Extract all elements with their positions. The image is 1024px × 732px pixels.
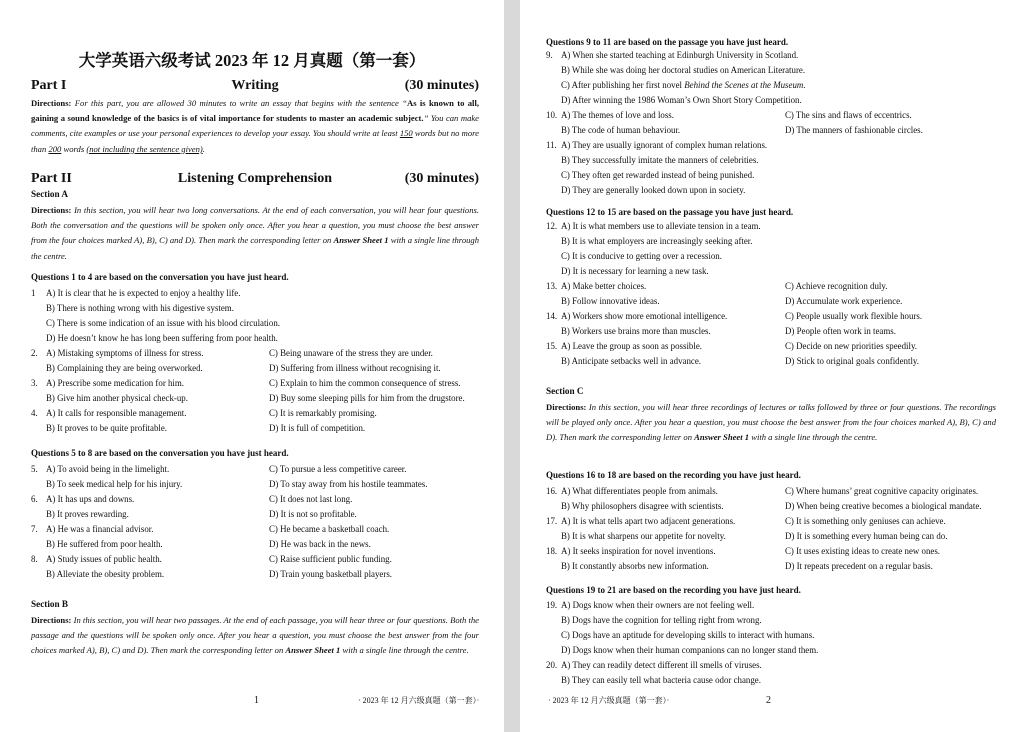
option-4c: C) It is remarkably promising. [269, 408, 377, 418]
option-4a: A) It calls for responsible management. [46, 408, 187, 418]
option-11c: C) They often get rewarded instead of being punished. [561, 170, 755, 180]
option-12c: C) It is conducive to getting over a recession. [561, 251, 722, 261]
question-14-row1: 14. A) Workers show more emotional intelligence. C) People usually work flexible hours. [546, 311, 923, 321]
option-12d: D) It is necessary for learning a new task. [561, 266, 709, 276]
section-c-heading: Section C [546, 386, 584, 396]
option-2c: C) Being unaware of the stress they are under. [269, 348, 433, 358]
option-2d: D) Suffering from illness without recognising it. [269, 363, 441, 373]
question-6-row2: B) It proves rewarding. D) It is not so profitable. [46, 509, 357, 519]
question-3-row2 [31, 391, 491, 406]
part2-label: Part II [31, 171, 72, 186]
page-footer: · 2023 年 12 月六级真题（第一套）· [548, 696, 670, 705]
exam-page-1: 大学英语六级考试 2023 年 12 月真题（第一套） Part I Writing (30 minutes) Directions: For this part, you are allowed 30 minutes to write an essay that begins with the sentence “As is known to all, gaining a sound knowledge of the basics is of vital importance for students to master an academic subject.” You can make comments, cite examples or use your personal experiences to develop your essay. You should write at least 150 words but no more than 200 words (not including the sentence given). Part II Listening Comprehension (30 minutes) Section A Directions: In this section, you will hear two long conversations. At the end of each conversation, you will hear four questions. Both the conversation and the questions will be spoken only once. After you hear a question, you must choose the best answer from the four choices marked A), B), C) and D). Then mark the corresponding letter on Answer Sheet 1 with a single line through the centre. Questions 1 to 4 are based on the conversation you have just heard. 1 A) It is clear that he is expected to enjoy a healthy life. B) There is nothing wrong with his digestive system. C) There is some indication of an issue with his blood circulation. D) He doesn’t know he has long been suffering from poor health. 2. A) Mistaking symptoms of illness for stress. C) Being unaware of the stress they are under. B) Complaining they are being overworked. D) Suffering from illness without recognising it. 3. A) Prescribe some medication for him. C) Explain to him the common consequence of stress. B) Give him another physical check-up. D) Buy some sleeping pills for him from the drugstore. 4. A) It calls for responsible management. C) It is remarkably promising. B) It proves to be quite profitable. D) It is full of competition. Questions 5 to 8 are based on the conversation you have just heard. 5. A) To avoid being in the limelight. C) To pursue a less competitive career. B) To seek medical help for his injury. D) To stay away from his hostile teammates. 6. A) It has ups and downs. C) It does not last long. B) It proves rewarding. D) It is not so profitable. 7. A) He was a financial advisor. C) He became a basketball coach. B) He suffered from poor health. D) He was back in the news. 8. A) Study issues of public health. C) Raise sufficient public funding. B) Alleviate the obesity problem. D) Train young basketball players. Section B Directions: In this section, you will hear two passages. At the end of each passage, you will hear three or four questions. Both the passage and the questions will be spoken only once. After you hear a question, you must choose the best answer from the four choices marked A), B), C) and D). Then mark the corresponding letter on Answer Sheet 1 with a single line through the centre. 1 · 2023 年 12 月六级真题（第一套）· [0, 0, 504, 732]
page-number: 1 [254, 695, 259, 706]
question-18-row2: B) It constantly absorbs new information. D) It repeats precedent on a regular basis. [561, 561, 933, 571]
option-1b: B) There is nothing wrong with his digestive system. [46, 303, 234, 313]
exam-page-2: Questions 9 to 11 are based on the passage you have just heard. 9. A) When she started teaching at Edinburgh University in Scotland. B) While she was doing her doctoral studies on American Literature. C) After publishing her first novel Behind the Scenes at the Museum. D) After winning the 1986 Woman’s Own Short Story Competition. 10. A) The themes of love and loss. C) The sins and flaws of eccentrics. B) The code of human behaviour. D) The manners of fashionable circles. 11. A) They are usually ignorant of complex human relations. B) They successfully imitate the manners of celebrities. C) They often get rewarded instead of being punished. D) They are generally looked down upon in society. Questions 12 to 15 are based on the passage you have just heard. 12. A) It is what members use to alleviate tension in a team. B) It is what employers are increasingly seeking after. C) It is conducive to getting over a recession. D) It is necessary for learning a new task. 13. A) Make better choices. C) Achieve recognition duly. B) Follow innovative ideas. D) Accumulate work experience. 14. A) Workers show more emotional intelligence. C) People usually work flexible hours. B) Workers use brains more than muscles. D) People often work in teams. 15. A) Leave the group as soon as possible. C) Decide on new priorities speedily. B) Anticipate setbacks well in advance. D) Stick to original goals confidently. Section C Directions: In this section, you will hear three recordings of lectures or talks followed by three or four questions. The recordings will be played only once. After you hear a question, you must choose the best answer from the four choices marked A), B), C) and D). Then mark the corresponding letter on Answer Sheet 1 with a single line through the centre. Questions 16 to 18 are based on the recording you have just heard. 16. A) What differentiates people from animals. C) Where humans’ great cognitive capacity originates. B) Why philosophers disagree with scientists. D) When being creative becomes a biological mandate. 17. A) It is what tells apart two adjacent generations. C) It is something only geniuses can achieve. B) It is what sharpens our appetite for novelty. D) It is something every human being can do. 18. A) It seeks inspiration for novel inventions. C) It uses existing ideas to create new ones. B) It constantly absorbs new information. D) It repeats precedent on a regular basis. Questions 19 to 21 are based on the recording you have just heard. 19. A) Dogs know when their owners are not feeling well. B) Dogs have the cognition for telling right from wrong. C) Dogs have an aptitude for developing skills to interact with humans. D) Dogs know when their human companions can no longer stand them. 20. A) They can readily detect different ill smells of viruses. B) They can easily tell what bacteria cause odor change. · 2023 年 12 月六级真题（第一套）· 2 [520, 0, 1024, 732]
question-14-row2: B) Workers use brains more than muscles. D) People often work in teams. [561, 326, 896, 336]
page-footer: · 2023 年 12 月六级真题（第一套）· [358, 696, 480, 705]
q9-11-heading: Questions 9 to 11 are based on the passage you have just heard. [546, 37, 789, 47]
question-17-row1: 17. A) It is what tells apart two adjacent generations. C) It is something only geniuses can achieve. [546, 516, 946, 526]
page-number: 2 [766, 695, 771, 706]
option-4d: D) It is full of competition. [269, 423, 366, 433]
q5-8-heading: Questions 5 to 8 are based on the conversation you have just heard. [31, 448, 289, 458]
section-a-heading: Section A [31, 189, 69, 199]
part2-heading [31, 171, 479, 189]
essay-prompt: As is known to all, gaining a sound knowledge of the basics is of vital importance for students to master an academic subject. [31, 98, 479, 124]
question-5-row1: 5. A) To avoid being in the limelight. C) To pursue a less competitive career. [31, 464, 407, 474]
option-3b: B) Give him another physical check-up. [46, 393, 188, 403]
question-16-row1: 16. A) What differentiates people from animals. C) Where humans’ great cognitive capacity originates. [546, 486, 979, 496]
option-3a: A) Prescribe some medication for him. [46, 378, 185, 388]
option-19c: C) Dogs have an aptitude for developing skills to interact with humans. [561, 630, 815, 640]
question-8-row1: 8. A) Study issues of public health. C) Raise sufficient public funding. [31, 554, 392, 564]
question-13-row2: B) Follow innovative ideas. D) Accumulate work experience. [561, 296, 903, 306]
question-10-row1: 10. A) The themes of love and loss. C) The sins and flaws of eccentrics. [546, 110, 912, 120]
question-15-row2: B) Anticipate setbacks well in advance. D) Stick to original goals confidently. [561, 356, 920, 366]
option-11d: D) They are generally looked down upon in society. [561, 185, 746, 195]
option-11b: B) They successfully imitate the manners of celebrities. [561, 155, 759, 165]
option-1d: D) He doesn’t know he has long been suffering from poor health. [46, 333, 278, 343]
question-10-row2: B) The code of human behaviour. D) The manners of fashionable circles. [561, 125, 923, 135]
q16-18-heading: Questions 16 to 18 are based on the recording you have just heard. [546, 470, 801, 480]
part2-time: (30 minutes) [404, 171, 479, 186]
question-16-row2: B) Why philosophers disagree with scientists. D) When being creative becomes a biological mandate. [561, 501, 982, 511]
q19-21-heading: Questions 19 to 21 are based on the recording you have just heard. [546, 585, 801, 595]
option-12b: B) It is what employers are increasingly seeking after. [561, 236, 753, 246]
question-7-row2: B) He suffered from poor health. D) He was back in the news. [46, 539, 371, 549]
section-c-directions: Directions: In this section, you will hear three recordings of lectures or talks followed by three or four questions. The recordings will be played only once. After you hear a question, you must choose the best answer from the four choices marked A), B), C) and D). Then mark the corresponding letter on Answer Sheet 1 with a single line through the centre. [546, 402, 996, 443]
part2-name: Listening Comprehension [177, 171, 333, 186]
part1-directions: Directions: For this part, you are allowed 30 minutes to write an essay that begins with the sentence “As is known to all, gaining a sound knowledge of the basics is of vital importance for students to master an academic subject.” You can make comments, cite examples or use your personal experiences to develop your essay. You should write at least 150 words but no more than 200 words (not including the sentence given). [31, 98, 479, 154]
option-19b: B) Dogs have the cognition for telling right from wrong. [561, 615, 762, 625]
section-b-heading: Section B [31, 599, 69, 609]
option-2a: A) Mistaking symptoms of illness for stress. [46, 348, 204, 358]
question-5-row2: B) To seek medical help for his injury. D) To stay away from his hostile teammates. [46, 479, 428, 489]
part1-heading [31, 78, 479, 96]
question-15-row1: 15. A) Leave the group as soon as possible. C) Decide on new priorities speedily. [546, 341, 918, 351]
option-1c: C) There is some indication of an issue with his blood circulation. [46, 318, 280, 328]
section-a-directions: Directions: In this section, you will hear two long conversations. At the end of each conversation, you will hear four questions. Both the conversation and the questions will be spoken only once. After you hear a question, you must choose the best answer from the four choices marked A), B), C) and D). Then mark the corresponding letter on Answer Sheet 1 with a single line through the centre. [31, 205, 480, 261]
option-2b: B) Complaining they are being overworked. [46, 363, 203, 373]
option-9c: C) After publishing her first novel Behind the Scenes at the Museum. [561, 80, 806, 90]
section-b-directions: Directions: In this section, you will hear two passages. At the end of each passage, you will hear three or four questions. Both the passage and the questions will be spoken only once. After you hear a question, you must choose the best answer from the four choices marked A), B), C) and D). Then mark the corresponding letter on Answer Sheet 1 with a single line through the centre. [31, 615, 479, 656]
question-2-row2 [31, 361, 491, 376]
option-3c: C) Explain to him the common consequence of stress. [269, 378, 461, 388]
directions-label: Directions: [31, 98, 72, 108]
part1-time: (30 minutes) [404, 78, 479, 93]
question-4-row1: 4. A) It calls for responsible management. C) It is remarkably promising. [31, 406, 491, 421]
question-6-row1: 6. A) It has ups and downs. C) It does not last long. [31, 494, 353, 504]
part1-label: Part I [31, 78, 67, 93]
option-9d: D) After winning the 1986 Woman’s Own Short Story Competition. [561, 95, 802, 105]
question-7-row1: 7. A) He was a financial advisor. C) He became a basketball coach. [31, 524, 390, 534]
q12-15-heading: Questions 12 to 15 are based on the passage you have just heard. [546, 207, 794, 217]
question-8-row2: B) Alleviate the obesity problem. D) Train young basketball players. [46, 569, 393, 579]
exam-title: 大学英语六级考试 2023 年 12 月真题（第一套） [78, 51, 426, 70]
option-3d: D) Buy some sleeping pills for him from the drugstore. [269, 393, 465, 403]
option-1a: A) It is clear that he is expected to enjoy a healthy life. [46, 288, 241, 298]
question-13-row1: 13. A) Make better choices. C) Achieve recognition duly. [546, 281, 888, 291]
option-9b: B) While she was doing her doctoral studies on American Literature. [561, 65, 806, 75]
option-19d: D) Dogs know when their human companions can no longer stand them. [561, 645, 819, 655]
option-20b: B) They can easily tell what bacteria cause odor change. [561, 675, 761, 685]
part1-name: Writing [231, 78, 279, 93]
question-2-row1: 2. A) Mistaking symptoms of illness for stress. C) Being unaware of the stress they are under. [31, 346, 491, 361]
option-4b: B) It proves to be quite profitable. [46, 423, 168, 433]
question-17-row2: B) It is what sharpens our appetite for novelty. D) It is something every human being can do. [561, 531, 948, 541]
question-3-row1: 3. A) Prescribe some medication for him. C) Explain to him the common consequence of stress. [31, 376, 491, 391]
question-4-row2 [31, 421, 491, 436]
q1-4-heading: Questions 1 to 4 are based on the conversation you have just heard. [31, 272, 289, 282]
question-18-row1: 18. A) It seeks inspiration for novel inventions. C) It uses existing ideas to create new ones. [546, 546, 941, 556]
